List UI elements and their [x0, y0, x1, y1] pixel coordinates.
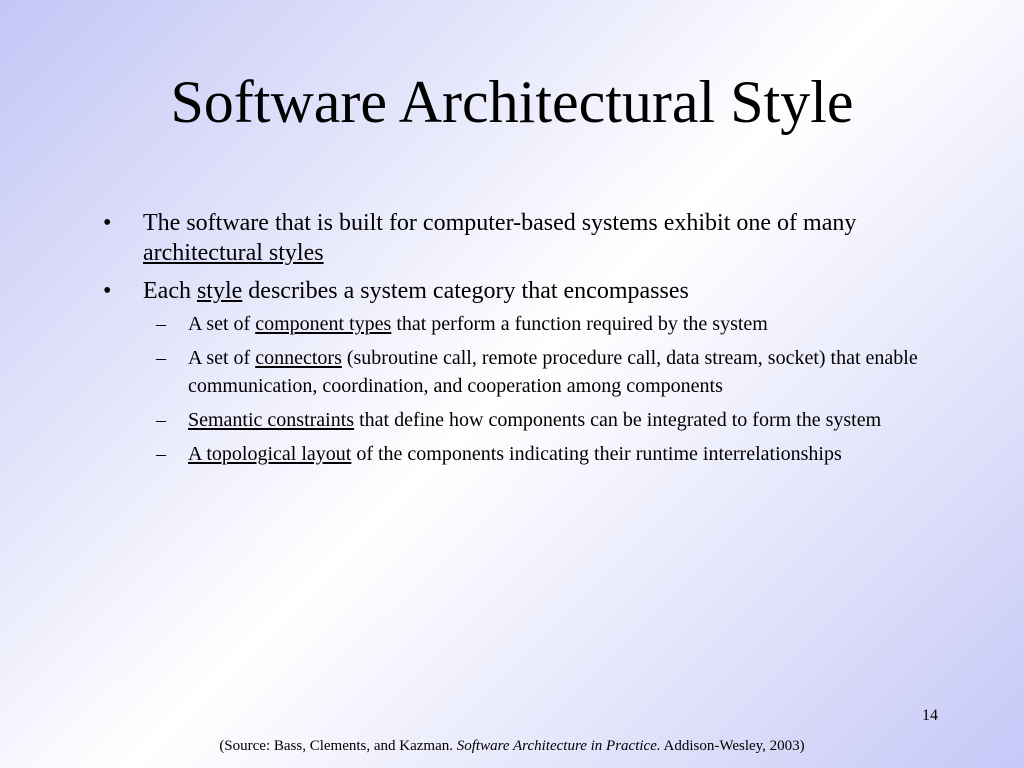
sub-bullet-item: [147, 310, 953, 338]
bullet-marker: •: [103, 210, 112, 236]
source-citation: [0, 736, 1024, 756]
slide-title: Software Architectural Style: [170, 69, 854, 135]
sub-bullet-text: that perform a function required by the system: [391, 313, 768, 335]
sub-bullet-marker: –: [156, 443, 166, 465]
page-number: 14: [922, 707, 938, 724]
sub-bullet-item: [147, 440, 953, 468]
source-prefix: (Source: Bass, Clements, and Kazman.: [219, 738, 457, 754]
source-book-title: Software Architecture in Practice.: [456, 738, 661, 754]
underlined-term: component types: [255, 313, 392, 335]
sub-bullet-marker: –: [156, 347, 166, 369]
sub-bullet-text: (subroutine call, remote procedure call, data stream, socket) that enable communication, coordination, and cooperation among components: [188, 347, 918, 397]
slide-body: [103, 208, 953, 474]
sub-bullet-text: that define how components can be integrated to form the system: [354, 409, 882, 431]
underlined-term: style: [196, 278, 243, 304]
source-suffix: Addison-Wesley, 2003): [660, 738, 805, 754]
bullet-text: The software that is built for computer-based systems exhibit one of many: [143, 210, 857, 236]
underlined-term: architectural styles: [143, 240, 324, 266]
sub-bullet-marker: –: [156, 313, 166, 335]
bullet-marker: •: [103, 278, 112, 304]
bullet-item: [103, 208, 953, 268]
bullet-text: Each: [143, 278, 197, 304]
underlined-term: connectors: [255, 347, 342, 369]
bullet-item: [103, 276, 953, 306]
sub-bullet-item: [147, 344, 953, 400]
sub-bullet-text: A set of: [188, 313, 256, 335]
sub-bullet-marker: –: [156, 409, 166, 431]
sub-bullet-text: of the components indicating their runtime interrelationships: [351, 443, 842, 465]
underlined-term: A topological layout: [188, 443, 352, 465]
underlined-term: Semantic constraints: [188, 409, 355, 431]
sub-bullet-item: [147, 406, 953, 434]
sub-bullet-text: A set of: [188, 347, 256, 369]
bullet-text: describes a system category that encompasses: [242, 278, 689, 304]
